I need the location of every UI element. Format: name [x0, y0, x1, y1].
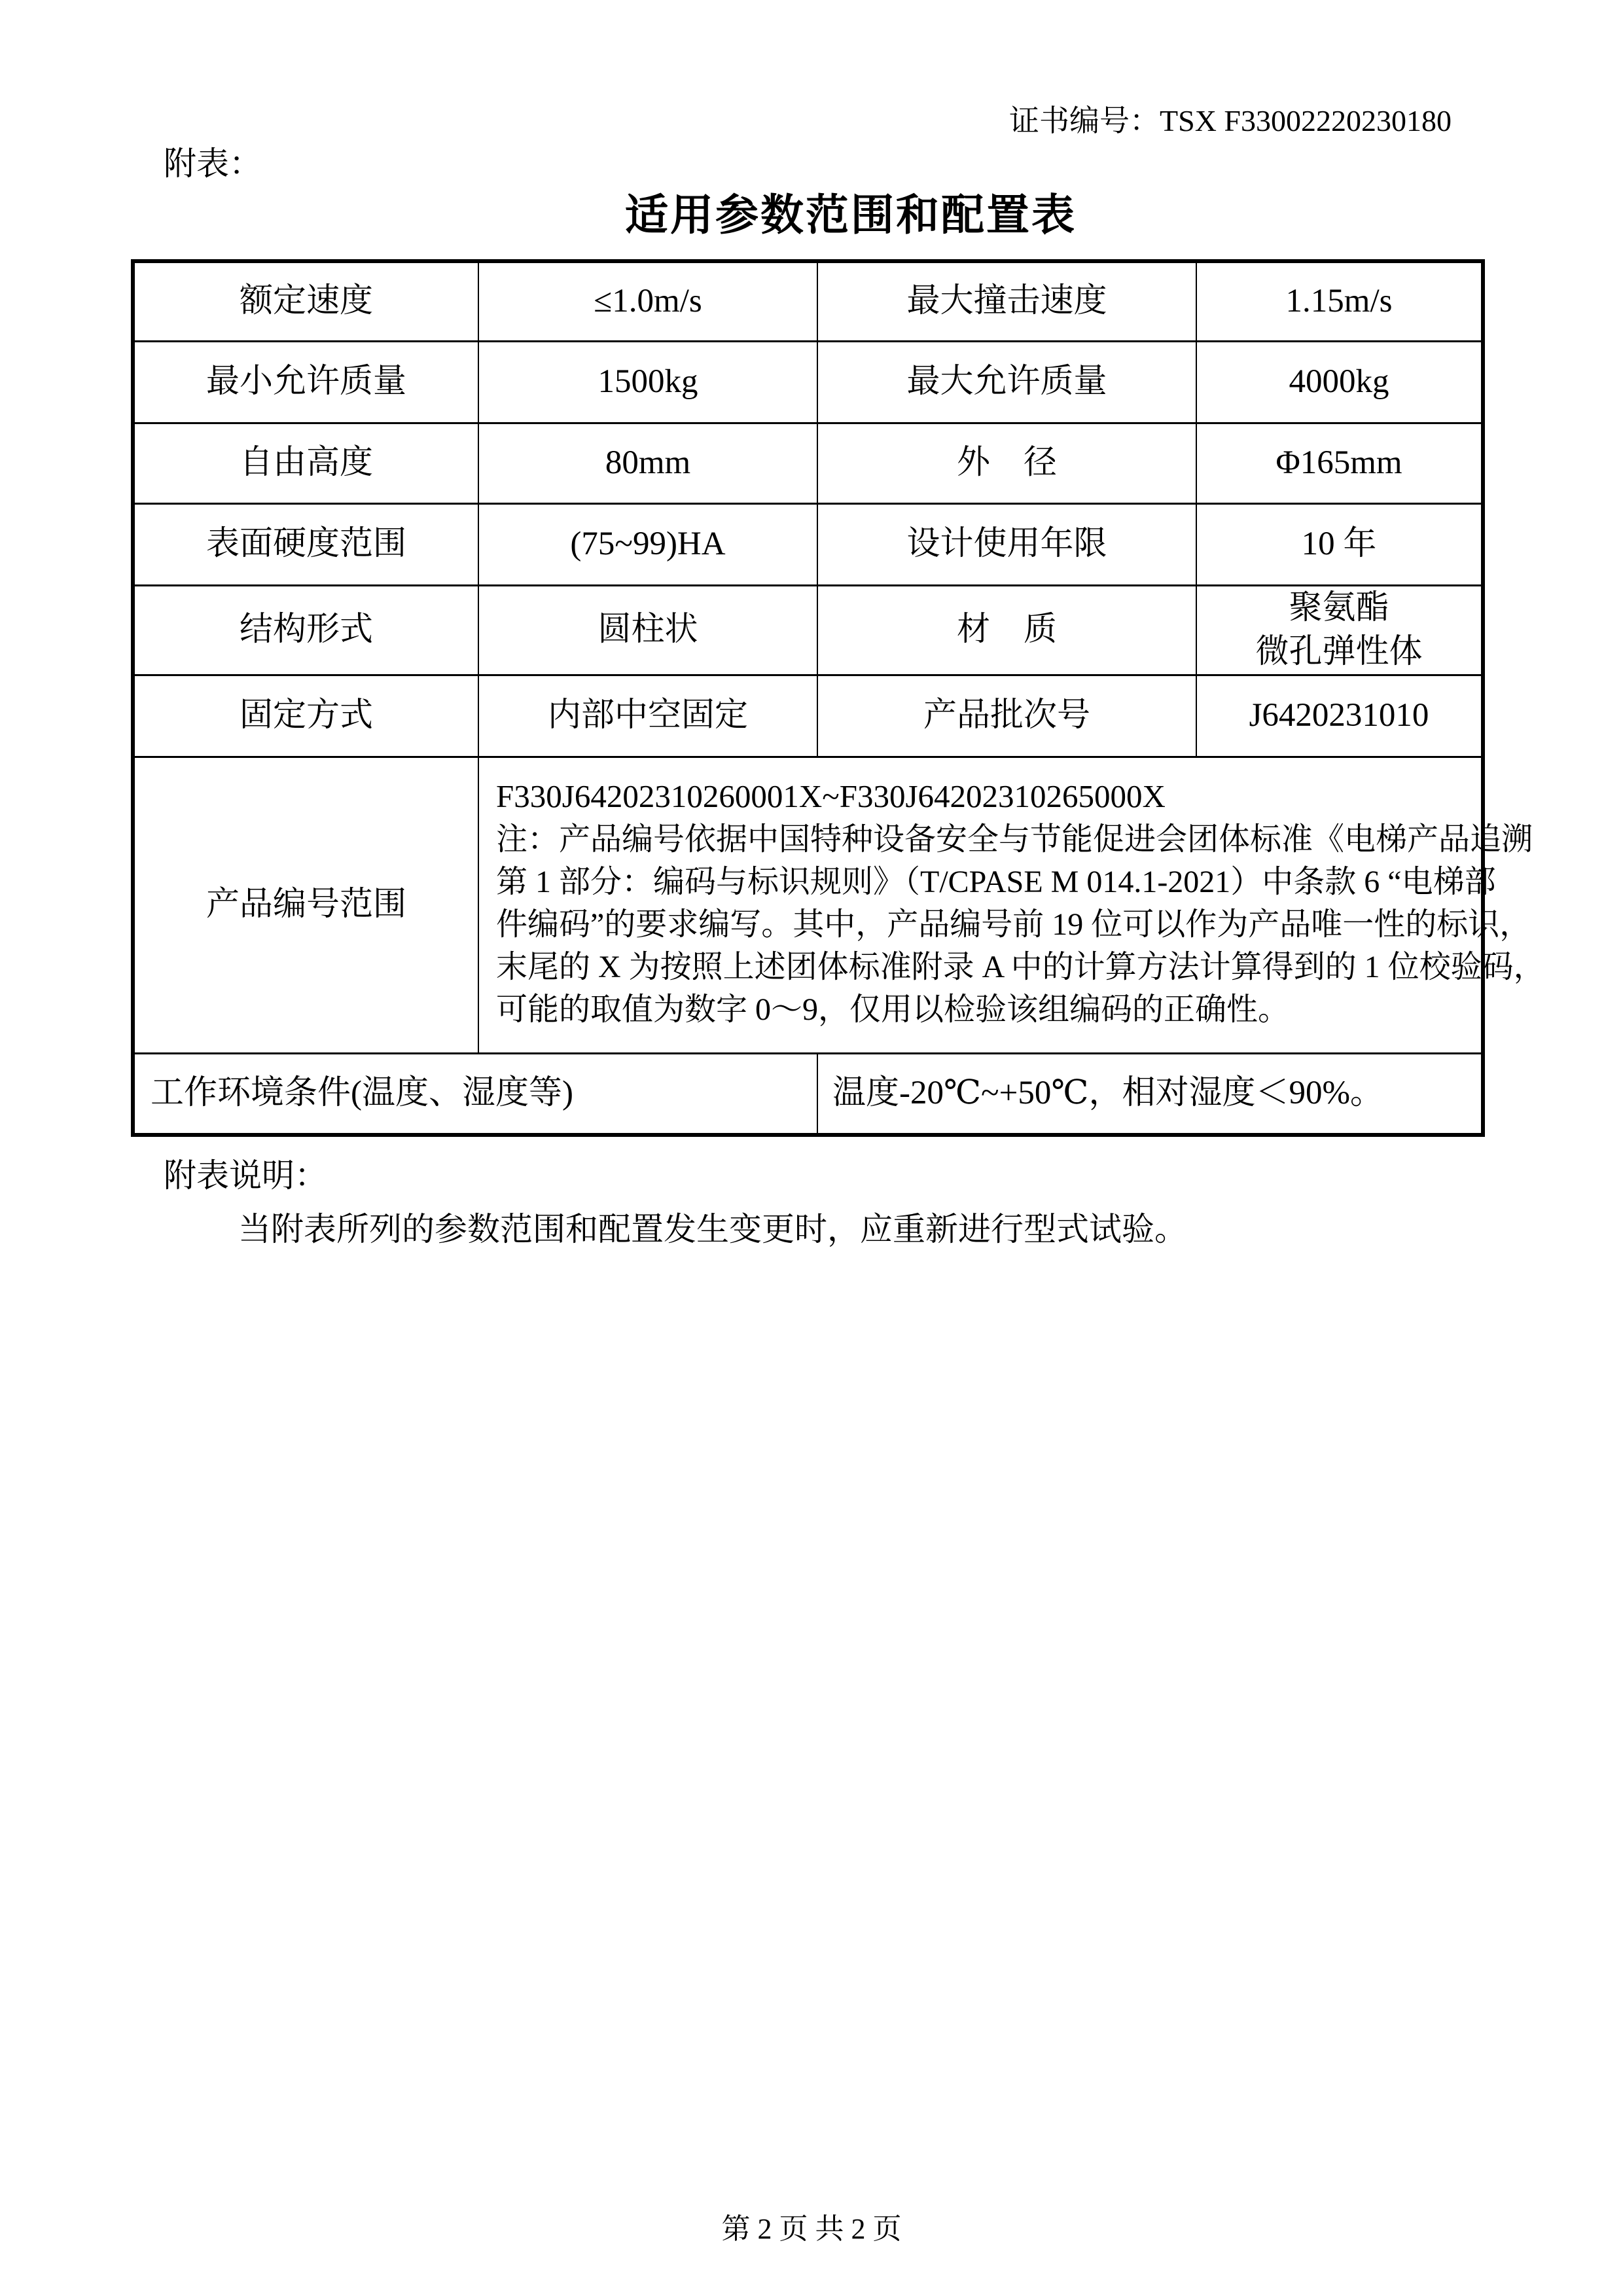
appendix-label: 附表： [164, 145, 262, 182]
param-label-cell: 结构形式 [133, 585, 478, 675]
product-number-range: F330J64202310260001X~F330J64202310265000X [496, 778, 1166, 814]
param-label-cell: 材 质 [817, 585, 1196, 675]
table-row [133, 585, 1483, 675]
product-note-line: 第 1 部分：编码与标识规则》（T/CPASE M 014.1-2021）中条款 6 “电梯部 [496, 864, 1496, 899]
param-label-cell: 最大允许质量 [817, 341, 1196, 423]
page-title: 适用参数范围和配置表 [625, 192, 1077, 240]
param-value-cell: 10 年 [1196, 503, 1483, 585]
product-note-line: 件编码”的要求编写。其中，产品编号前 19 位可以作为产品唯一性的标识， [496, 906, 1531, 942]
table-row [133, 503, 1483, 585]
param-value-cell: 80mm [478, 423, 817, 503]
product-note-line: 注：产品编号依据中国特种设备安全与节能促进会团体标准《电梯产品追溯 [496, 821, 1533, 857]
environment-value-cell: 温度-20℃~+50℃，相对湿度＜90%。 [817, 1053, 1483, 1135]
material-line-2: 微孔弹性体 [1255, 633, 1423, 670]
param-label-cell: 表面硬度范围 [133, 503, 478, 585]
param-value-cell: 1500kg [478, 341, 817, 423]
param-value-cell: 1.15m/s [1196, 261, 1483, 341]
param-label-cell: 最大撞击速度 [817, 261, 1196, 341]
param-label-cell: 固定方式 [133, 675, 478, 757]
appendix-notes-heading: 附表说明： [164, 1157, 327, 1194]
table-row [133, 341, 1483, 423]
param-value-cell: ≤1.0m/s [478, 261, 817, 341]
table-row-environment [133, 1053, 1483, 1135]
param-label-cell: 外 径 [817, 423, 1196, 503]
product-note-line: 可能的取值为数字 0～9，仅用以检验该组编码的正确性。 [496, 992, 1290, 1027]
material-line-1: 聚氨酯 [1289, 590, 1389, 627]
param-value-cell: 内部中空固定 [478, 675, 817, 757]
param-value-cell: Φ165mm [1196, 423, 1483, 503]
table-row [133, 423, 1483, 503]
param-label-cell: 额定速度 [133, 261, 478, 341]
param-label-cell: 产品批次号 [817, 675, 1196, 757]
param-value-cell [1196, 585, 1483, 675]
param-label-cell: 产品编号范围 [133, 757, 478, 1053]
product-note-line: 末尾的 X 为按照上述团体标准附录 A 中的计算方法计算得到的 1 位校验码， [496, 949, 1545, 984]
param-value-cell: 圆柱状 [478, 585, 817, 675]
param-value-cell: (75~99)HA [478, 503, 817, 585]
environment-label-cell: 工作环境条件(温度、湿度等) [133, 1053, 817, 1135]
table-row [133, 675, 1483, 757]
param-label-cell: 自由高度 [133, 423, 478, 503]
page-number-footer: 第 2 页 共 2 页 [721, 2213, 902, 2245]
parameter-table [131, 259, 1545, 1137]
table-row [133, 261, 1483, 341]
param-value-cell: J6420231010 [1196, 675, 1483, 757]
param-label-cell: 设计使用年限 [817, 503, 1196, 585]
product-number-range-cell [478, 757, 1545, 1053]
table-row-product-number [133, 757, 1483, 1053]
param-label-cell: 最小允许质量 [133, 341, 478, 423]
param-value-cell: 4000kg [1196, 341, 1483, 423]
appendix-notes-body: 当附表所列的参数范围和配置发生变更时，应重新进行型式试验。 [238, 1211, 1187, 1247]
certificate-number: 证书编号：TSX F33002220230180 [1009, 104, 1452, 137]
